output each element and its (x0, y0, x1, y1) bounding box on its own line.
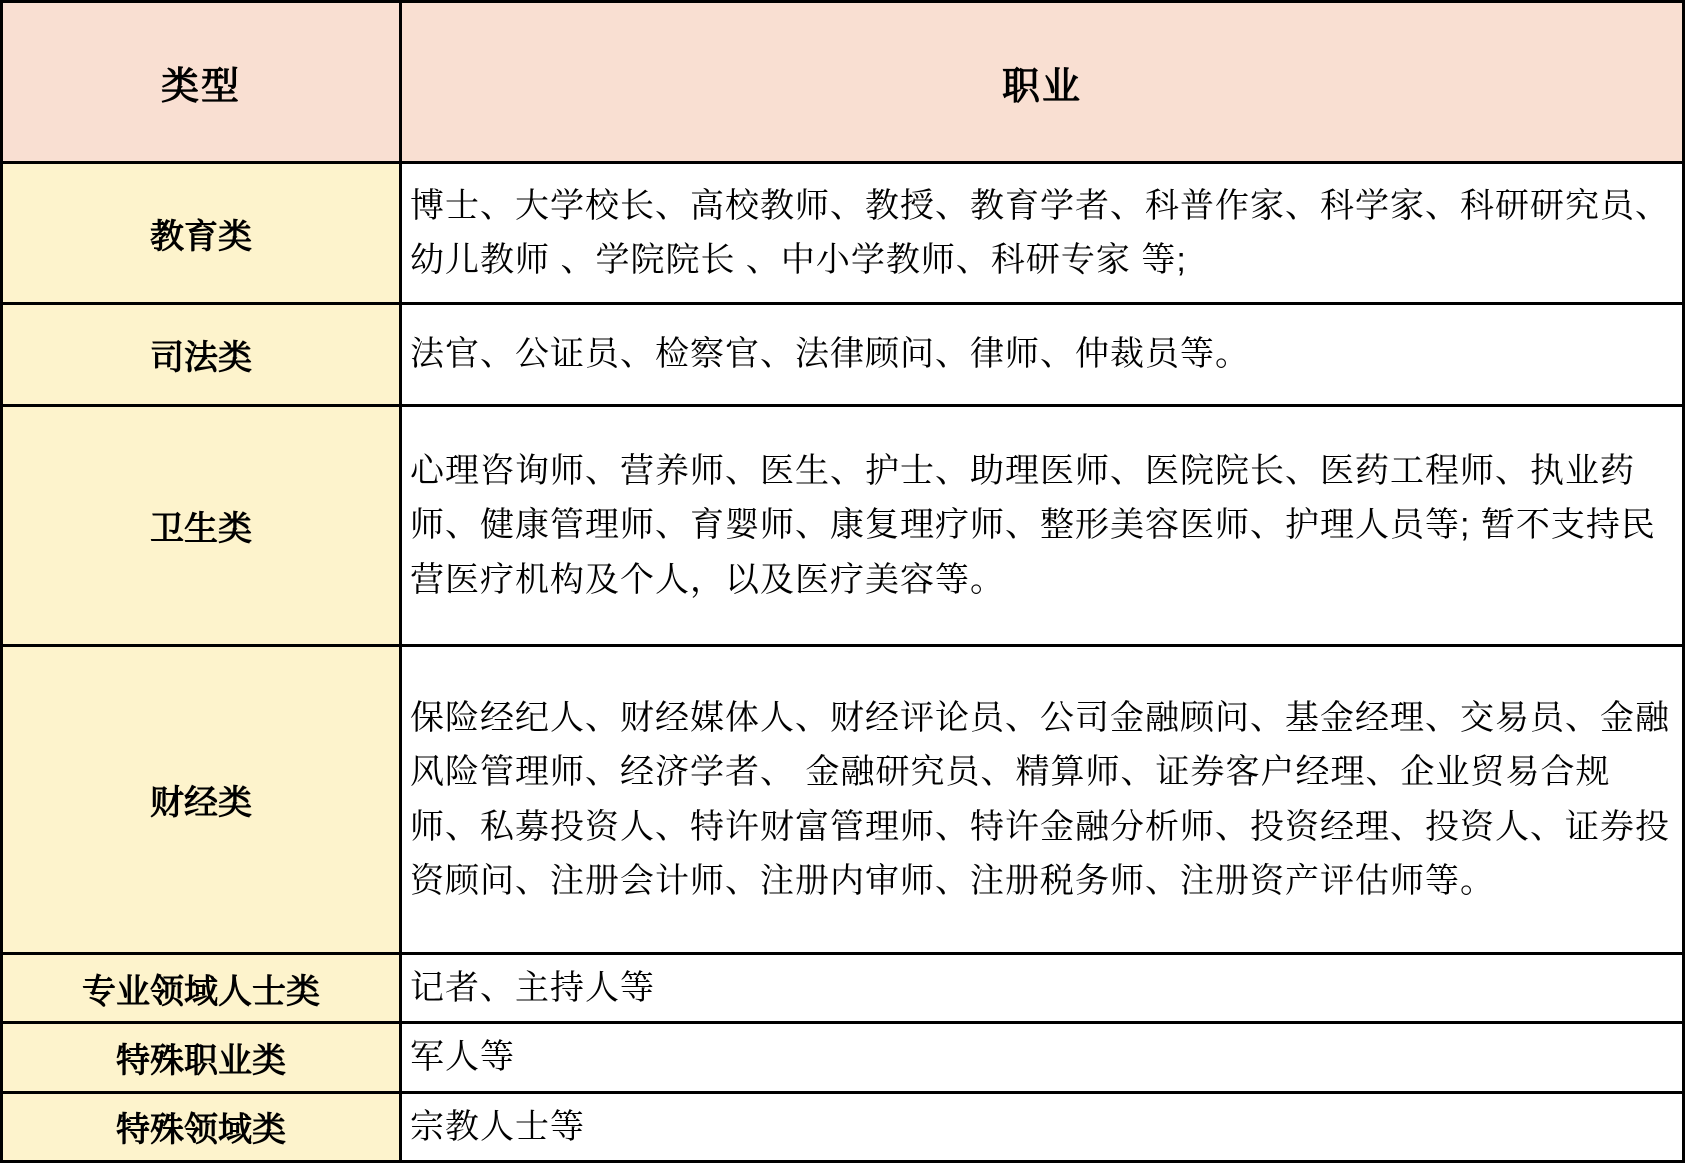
occupations-cell-education: 博士、大学校长、高校教师、教授、教育学者、科普作家、科学家、科研研究员、幼儿教师 、学院院长 、中小学教师、科研专家 等; (401, 163, 1684, 304)
type-cell-judicial: 司法类 (2, 304, 401, 406)
occupations-cell-professional-field: 记者、主持人等 (401, 954, 1684, 1023)
type-cell-professional-field: 专业领域人士类 (2, 954, 401, 1023)
type-cell-education: 教育类 (2, 163, 401, 304)
occupations-cell-special-field: 宗教人士等 (401, 1092, 1684, 1161)
occupations-cell-judicial: 法官、公证员、检察官、法律顾问、律师、仲裁员等。 (401, 304, 1684, 406)
type-cell-special-field: 特殊领域类 (2, 1092, 401, 1161)
table-row-judicial (2, 304, 1684, 406)
table-row-health (2, 406, 1684, 646)
column-header-type: 类型 (2, 2, 401, 163)
table-row-professional-field (2, 954, 1684, 1023)
occupations-cell-finance: 保险经纪人、财经媒体人、财经评论员、公司金融顾问、基金经理、交易员、金融风险管理师、经济学者、 金融研究员、精算师、证券客户经理、企业贸易合规师、私募投资人、特许财富管理师、特许金融分析师、投资经理、投资人、证券投资顾问、注册会计师、注册内审师、注册税务师、注册资产评估师等。 (401, 646, 1684, 954)
header-row (2, 2, 1684, 163)
table-row-special-field (2, 1092, 1684, 1161)
type-cell-finance: 财经类 (2, 646, 401, 954)
occupations-cell-health: 心理咨询师、营养师、医生、护士、助理医师、医院院长、医药工程师、执业药师、健康管理师、育婴师、康复理疗师、整形美容医师、护理人员等; 暂不支持民营医疗机构及个人，以及医疗美容等。 (401, 406, 1684, 646)
occupations-cell-special-occupation: 军人等 (401, 1023, 1684, 1092)
table-row-finance (2, 646, 1684, 954)
table-row-special-occupation (2, 1023, 1684, 1092)
column-header-occupation: 职业 (401, 2, 1684, 163)
type-cell-health: 卫生类 (2, 406, 401, 646)
table-row-education (2, 163, 1684, 304)
type-cell-special-occupation: 特殊职业类 (2, 1023, 401, 1092)
